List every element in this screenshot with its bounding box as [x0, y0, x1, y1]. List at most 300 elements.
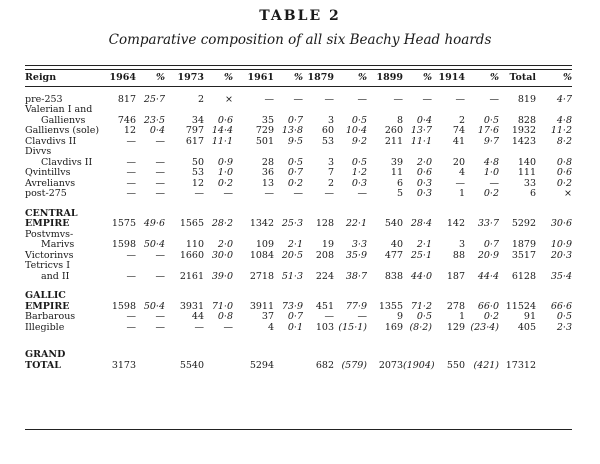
central-empire-count: 540: [384, 218, 403, 229]
header-percent: %: [422, 71, 432, 83]
grand-total-count: 17312: [505, 359, 536, 371]
value-count: —: [126, 188, 136, 199]
value-percent: 23·5: [143, 114, 165, 126]
value-count: [367, 147, 403, 158]
value-count: 44: [191, 311, 204, 322]
value-count: 36: [261, 167, 274, 178]
gallic-empire-count: 278: [446, 300, 465, 312]
value-count: 2: [327, 177, 334, 189]
value-count: 110: [185, 239, 204, 250]
reign-label: Avrelianvs: [25, 177, 76, 189]
value-count: 260: [384, 125, 403, 136]
value-percent: —: [155, 188, 165, 199]
value-count: 11: [390, 167, 403, 178]
value-count: 109: [255, 239, 274, 250]
empty-cell: [274, 342, 303, 350]
empty-cell: [105, 86, 136, 94]
value-percent: [536, 229, 572, 240]
value-count: —: [455, 177, 465, 189]
value-count: 7: [327, 167, 334, 178]
value-count: 1932: [511, 125, 536, 136]
value-percent: [334, 229, 367, 240]
value-percent: 1·0: [483, 167, 499, 178]
value-percent: ×: [225, 93, 233, 105]
empty-cell: [136, 86, 165, 94]
value-count: 91: [523, 311, 536, 322]
table-row: [25, 240, 572, 251]
table-row: [25, 271, 572, 282]
value-percent: 0·6: [556, 167, 572, 178]
reign-label: Marivs: [41, 239, 75, 250]
empty-cell: [136, 333, 165, 342]
value-count: 1: [458, 188, 465, 199]
value-count: 501: [255, 135, 274, 147]
value-percent: [403, 105, 432, 116]
grand-total-percent: [136, 360, 165, 371]
empty-cell: [334, 350, 367, 361]
value-percent: [403, 147, 432, 158]
value-count: [233, 229, 274, 240]
empty-cell: [303, 199, 334, 208]
value-percent: —: [293, 188, 303, 199]
empty-cell: [432, 333, 465, 342]
reign-label: Valerian I and: [25, 104, 93, 115]
value-percent: 10·9: [550, 239, 572, 250]
reign-label: pre-253: [25, 93, 63, 105]
value-percent: 4·7: [556, 93, 572, 105]
grand-total-percent: (421): [473, 359, 499, 371]
reign-label: Clavdivs II: [25, 135, 77, 147]
reign-label: Gallienvs (sole): [25, 125, 100, 136]
empty-cell: [499, 291, 536, 302]
value-percent: [136, 147, 165, 158]
header-reign: Reign: [25, 71, 57, 83]
value-count: —: [264, 188, 274, 199]
value-percent: —: [357, 311, 367, 322]
table-row: [25, 322, 572, 333]
table-subtitle: Comparative composition of all six Beachy Head hoards: [108, 32, 492, 48]
value-percent: 0·8: [217, 311, 233, 322]
empty-cell: [367, 333, 403, 342]
gallic-empire-percent: 71·2: [410, 300, 432, 312]
empty-cell: [465, 350, 499, 361]
header-year: 1964: [109, 71, 136, 83]
value-count: [165, 105, 204, 116]
value-percent: 2·3: [556, 321, 572, 333]
header-percent: %: [223, 71, 233, 83]
value-percent: 10·4: [345, 125, 367, 136]
value-count: [233, 261, 274, 272]
table-row: [25, 250, 572, 261]
empty-cell: [536, 86, 572, 94]
reign-label: Barbarous: [25, 311, 76, 322]
header-year: 1973: [177, 71, 204, 83]
empty-cell: [367, 208, 403, 219]
value-count: —: [324, 93, 334, 105]
reign-label: Victorinvs: [25, 249, 74, 261]
value-percent: 13·8: [281, 125, 303, 136]
value-percent: —: [155, 270, 165, 282]
value-percent: 0·2: [217, 177, 233, 189]
value-count: [165, 261, 204, 272]
empty-cell: [303, 342, 334, 350]
value-percent: —: [357, 93, 367, 105]
value-percent: 8·2: [556, 135, 572, 147]
spacer-row: [25, 282, 572, 291]
empty-cell: [536, 199, 572, 208]
empty-cell: [136, 350, 165, 361]
value-percent: [465, 105, 499, 116]
empty-cell: [136, 199, 165, 208]
value-percent: 0·5: [351, 156, 367, 168]
central-empire-label: EMPIRE: [25, 218, 70, 229]
reign-label: Illegible: [25, 321, 65, 333]
spacer-row: [25, 333, 572, 342]
empty-cell: [403, 208, 432, 219]
value-percent: [204, 261, 233, 272]
grand-total-count: 5294: [249, 359, 274, 371]
gallic-empire-percent: 66·0: [477, 300, 499, 312]
empty-cell: [465, 86, 499, 94]
header-row: [25, 69, 572, 86]
empty-cell: [274, 86, 303, 94]
value-count: —: [455, 93, 465, 105]
grand-total-count: 550: [446, 359, 465, 371]
empty-cell: [105, 208, 136, 219]
value-percent: [465, 261, 499, 272]
value-count: 729: [255, 125, 274, 136]
value-count: 1660: [179, 249, 204, 261]
value-count: [303, 147, 334, 158]
empty-cell: [367, 86, 403, 94]
value-count: 4: [458, 167, 465, 178]
value-count: [165, 147, 204, 158]
value-percent: 9·2: [351, 135, 367, 147]
value-count: 169: [384, 321, 403, 333]
table-title: TABLE 2: [259, 8, 341, 24]
empty-cell: [403, 342, 432, 350]
value-count: 50: [191, 156, 204, 168]
value-percent: [536, 105, 572, 116]
value-percent: 38·7: [345, 270, 367, 282]
empty-cell: [403, 86, 432, 94]
table-row: [25, 115, 572, 126]
empty-cell: [136, 282, 165, 291]
empty-cell: [274, 208, 303, 219]
gallic-empire-count: 1355: [378, 300, 403, 312]
empty-cell: [233, 350, 274, 361]
empty-cell: [432, 282, 465, 291]
empty-cell: [165, 86, 204, 94]
empty-cell: [105, 342, 136, 350]
value-count: [105, 261, 136, 272]
value-percent: 17·6: [477, 125, 499, 136]
value-count: 1879: [511, 239, 536, 250]
value-count: 28: [261, 156, 274, 168]
value-percent: [536, 147, 572, 158]
value-count: 3: [327, 156, 334, 168]
empty-cell: [499, 282, 536, 291]
value-percent: [465, 147, 499, 158]
top-rule: [25, 65, 572, 66]
empty-cell: [499, 199, 536, 208]
value-count: 477: [384, 249, 403, 261]
value-percent: [274, 147, 303, 158]
value-count: 797: [185, 125, 204, 136]
value-count: 35: [261, 114, 274, 126]
value-count: [105, 105, 136, 116]
table-row: [25, 189, 572, 200]
central-empire-percent: 22·1: [345, 218, 367, 229]
grand-total-label: GRAND: [25, 349, 66, 360]
header-year: 1879: [307, 71, 334, 83]
value-count: —: [126, 311, 136, 322]
value-count: 211: [384, 135, 403, 147]
gallic-empire-heading-row: [25, 291, 572, 302]
table-row: [25, 229, 572, 240]
grand-total-percent: (1904): [403, 359, 435, 371]
value-count: 1: [458, 311, 465, 322]
table-row: [25, 147, 572, 158]
value-percent: 0·2: [483, 188, 499, 199]
value-count: 224: [315, 270, 334, 282]
value-percent: 0·5: [351, 114, 367, 126]
empty-cell: [403, 291, 432, 302]
header-percent: %: [562, 71, 572, 83]
empty-cell: [105, 199, 136, 208]
value-percent: 1·0: [217, 167, 233, 178]
value-count: [499, 105, 536, 116]
empty-cell: [499, 208, 536, 219]
empty-cell: [165, 208, 204, 219]
value-count: —: [126, 177, 136, 189]
empty-cell: [465, 291, 499, 302]
empty-cell: [165, 291, 204, 302]
empty-cell: [536, 342, 572, 350]
value-percent: 0·7: [287, 167, 303, 178]
value-count: 2: [458, 114, 465, 126]
value-percent: —: [489, 93, 499, 105]
value-count: 2718: [249, 270, 274, 282]
gallic-empire-percent: 73·9: [281, 300, 303, 312]
value-count: 5: [396, 188, 403, 199]
empty-cell: [367, 282, 403, 291]
value-count: 74: [452, 125, 465, 136]
value-count: 41: [452, 135, 465, 147]
value-count: 13: [261, 177, 274, 189]
empty-cell: [25, 86, 105, 94]
value-percent: [274, 261, 303, 272]
empty-cell: [334, 333, 367, 342]
value-count: 208: [315, 249, 334, 261]
empty-cell: [303, 86, 334, 94]
value-count: 34: [191, 114, 204, 126]
header-year: 1914: [438, 71, 465, 83]
empty-cell: [334, 342, 367, 350]
value-percent: [136, 229, 165, 240]
empty-cell: [465, 342, 499, 350]
empty-cell: [233, 199, 274, 208]
central-empire-heading-row: [25, 208, 572, 219]
header-year: 1961: [247, 71, 274, 83]
hoard-table: [25, 69, 572, 371]
value-percent: 25·1: [410, 249, 432, 261]
value-percent: [204, 147, 233, 158]
central-empire-label: CENTRAL: [25, 207, 78, 219]
value-percent: 0·3: [351, 177, 367, 189]
empty-cell: [334, 86, 367, 94]
value-percent: —: [223, 188, 233, 199]
grand-total-label: TOTAL: [25, 359, 61, 371]
value-count: 37: [261, 311, 274, 322]
table-row: [25, 312, 572, 323]
value-percent: [204, 105, 233, 116]
empty-cell: [204, 282, 233, 291]
value-percent: 0·3: [416, 177, 432, 189]
gallic-empire-count: 11524: [505, 300, 536, 312]
value-count: 60: [321, 125, 334, 136]
reign-label: and II: [41, 270, 70, 282]
empty-cell: [105, 282, 136, 291]
value-count: 3: [458, 239, 465, 250]
empty-cell: [105, 333, 136, 342]
value-count: 20: [452, 156, 465, 168]
value-percent: —: [489, 177, 499, 189]
value-count: [432, 261, 465, 272]
empty-cell: [536, 291, 572, 302]
grand-total-percent: [274, 360, 303, 371]
value-percent: 0·8: [556, 156, 572, 168]
value-count: 6128: [511, 270, 536, 282]
grand-total-heading-row: [25, 350, 572, 361]
value-count: 140: [517, 156, 536, 168]
grand-total-percent: [536, 360, 572, 371]
empty-cell: [403, 199, 432, 208]
value-percent: 13·7: [410, 125, 432, 136]
value-percent: —: [155, 156, 165, 168]
spacer-row: [25, 199, 572, 208]
empty-cell: [432, 342, 465, 350]
value-count: 187: [446, 270, 465, 282]
value-count: [432, 229, 465, 240]
grand-total-count: 3173: [111, 359, 136, 371]
empty-cell: [303, 208, 334, 219]
value-percent: [334, 105, 367, 116]
header-year: 1899: [376, 71, 403, 83]
gallic-empire-percent: 66·6: [550, 300, 572, 312]
value-count: —: [126, 321, 136, 333]
value-percent: 0·6: [217, 114, 233, 126]
central-empire-count: 5292: [511, 218, 536, 229]
table-row: [25, 168, 572, 179]
grand-total-percent: [204, 360, 233, 371]
value-percent: [136, 261, 165, 272]
value-percent: (15·1): [338, 321, 367, 333]
value-count: [367, 229, 403, 240]
table-row: [25, 105, 572, 116]
empty-cell: [432, 291, 465, 302]
grand-total-rule: [25, 429, 572, 430]
value-percent: 0·6: [416, 167, 432, 178]
value-percent: 0·9: [217, 156, 233, 168]
value-percent: 50·4: [143, 239, 165, 250]
table-row: [25, 178, 572, 189]
empty-cell: [25, 333, 105, 342]
value-percent: —: [357, 188, 367, 199]
value-count: 103: [315, 321, 334, 333]
header-percent: %: [293, 71, 303, 83]
value-count: —: [126, 135, 136, 147]
value-count: [233, 147, 274, 158]
value-count: [499, 229, 536, 240]
value-count: 1084: [249, 249, 274, 261]
empty-cell: [165, 333, 204, 342]
value-percent: —: [155, 249, 165, 261]
empty-cell: [334, 282, 367, 291]
spacer-row: [25, 342, 572, 350]
value-count: 9: [396, 311, 403, 322]
value-count: 6: [396, 177, 403, 189]
value-count: 746: [117, 114, 136, 126]
value-percent: 11·1: [211, 135, 233, 147]
empty-cell: [465, 282, 499, 291]
gallic-empire-row: [25, 301, 572, 312]
value-count: [303, 105, 334, 116]
central-empire-count: 128: [315, 218, 334, 229]
table-row: [25, 94, 572, 105]
empty-cell: [367, 291, 403, 302]
value-percent: 2·0: [416, 156, 432, 168]
central-empire-percent: 49·6: [143, 218, 165, 229]
empty-cell: [432, 350, 465, 361]
gallic-empire-percent: 71·0: [211, 300, 233, 312]
header-year: Total: [509, 71, 536, 83]
value-percent: —: [155, 321, 165, 333]
value-count: 12: [191, 177, 204, 189]
value-percent: —: [155, 167, 165, 178]
value-percent: ×: [564, 188, 572, 199]
value-percent: (8·2): [409, 321, 432, 333]
value-count: 6: [529, 188, 536, 199]
value-count: [105, 229, 136, 240]
empty-cell: [367, 350, 403, 361]
value-percent: (23·4): [470, 321, 499, 333]
value-count: 817: [117, 93, 136, 105]
value-percent: 20·5: [281, 249, 303, 261]
value-count: —: [194, 188, 204, 199]
value-count: —: [324, 188, 334, 199]
gallic-empire-count: 3931: [179, 300, 204, 312]
value-count: —: [264, 93, 274, 105]
empty-cell: [204, 199, 233, 208]
value-percent: 0·2: [556, 177, 572, 189]
value-percent: —: [155, 177, 165, 189]
value-count: —: [126, 156, 136, 168]
value-count: 405: [517, 321, 536, 333]
value-count: 3: [327, 114, 334, 126]
header-percent: %: [155, 71, 165, 83]
grand-total-count: 2073: [378, 359, 403, 371]
reign-label: post-275: [25, 188, 67, 199]
empty-cell: [536, 350, 572, 361]
value-percent: [136, 105, 165, 116]
empty-cell: [165, 342, 204, 350]
empty-cell: [233, 86, 274, 94]
value-count: [303, 261, 334, 272]
empty-cell: [465, 199, 499, 208]
gallic-empire-count: 1598: [111, 300, 136, 312]
empty-cell: [536, 208, 572, 219]
